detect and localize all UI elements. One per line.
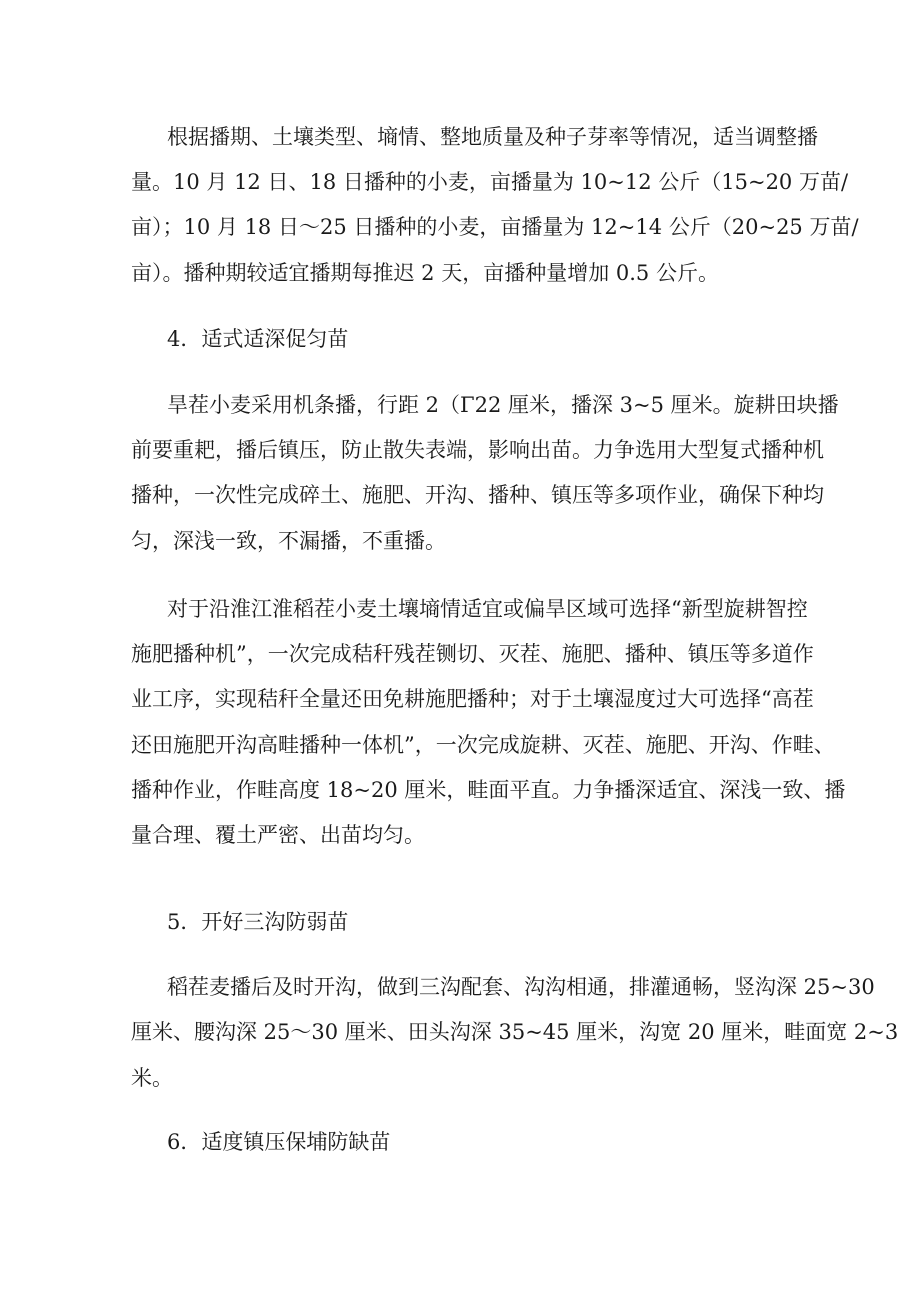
section-heading-5: 5．开好三沟防弱苗 xyxy=(167,910,349,934)
paragraph-line: 还田施肥开沟高畦播种一体机”，一次完成旋耕、灭茬、施肥、开沟、作畦、 xyxy=(131,733,835,757)
paragraph-line: 施肥播种机”，一次完成秸秆残茬铡切、灭茬、施肥、播种、镇压等多道作 xyxy=(131,642,814,666)
section-heading-6: 6．适度镇压保埔防缺苗 xyxy=(167,1130,391,1154)
paragraph-line: 旱茬小麦采用机条播，行距 2（Γ22 厘米，播深 3~5 厘米。旋耕田块播 xyxy=(167,393,839,417)
paragraph-line: 播种，一次性完成碎土、施肥、开沟、播种、镇压等多项作业，确保下种均 xyxy=(131,483,824,507)
paragraph-line: 亩）。播种期较适宜播期每推迟 2 天，亩播种量增加 0.5 公斤。 xyxy=(131,261,719,285)
paragraph-line: 对于沿淮江淮稻茬小麦土壤墒情适宜或偏旱区域可选择“新型旋耕智控 xyxy=(167,597,808,621)
paragraph-line: 亩）；10 月 18 日～25 日播种的小麦，亩播量为 12~14 公斤（20~25 万苗/ xyxy=(131,215,859,239)
section-heading-4: 4．适式适深促匀苗 xyxy=(167,327,349,351)
paragraph-line: 播种作业，作畦高度 18~20 厘米，畦面平直。力争播深适宜、深浅一致、播 xyxy=(131,778,846,802)
paragraph-line: 量合理、覆土严密、出苗均匀。 xyxy=(131,823,425,847)
paragraph-line: 量。10 月 12 日、18 日播种的小麦，亩播量为 10~12 公斤（15~20 万苗/ xyxy=(131,170,849,194)
paragraph-line: 业工序，实现秸秆全量还田免耕施肥播种；对于土壤湿度过大可选择“高茬 xyxy=(131,687,814,711)
paragraph-line: 根据播期、土壤类型、墒情、整地质量及种子芽率等情况，适当调整播 xyxy=(167,125,818,149)
paragraph-line: 米。 xyxy=(131,1066,173,1090)
paragraph-line: 稻茬麦播后及时开沟，做到三沟配套、沟沟相通，排灌通畅，竖沟深 25~30 xyxy=(167,975,875,999)
paragraph-line: 匀，深浅一致，不漏播，不重播。 xyxy=(131,529,446,553)
paragraph-line: 厘米、腰沟深 25～30 厘米、田头沟深 35~45 厘米，沟宽 20 厘米，畦面宽 2~3 xyxy=(131,1020,899,1044)
paragraph-line: 前要重耙，播后镇压，防止散失表端，影响出苗。力争选用大型复式播种机 xyxy=(131,438,824,462)
